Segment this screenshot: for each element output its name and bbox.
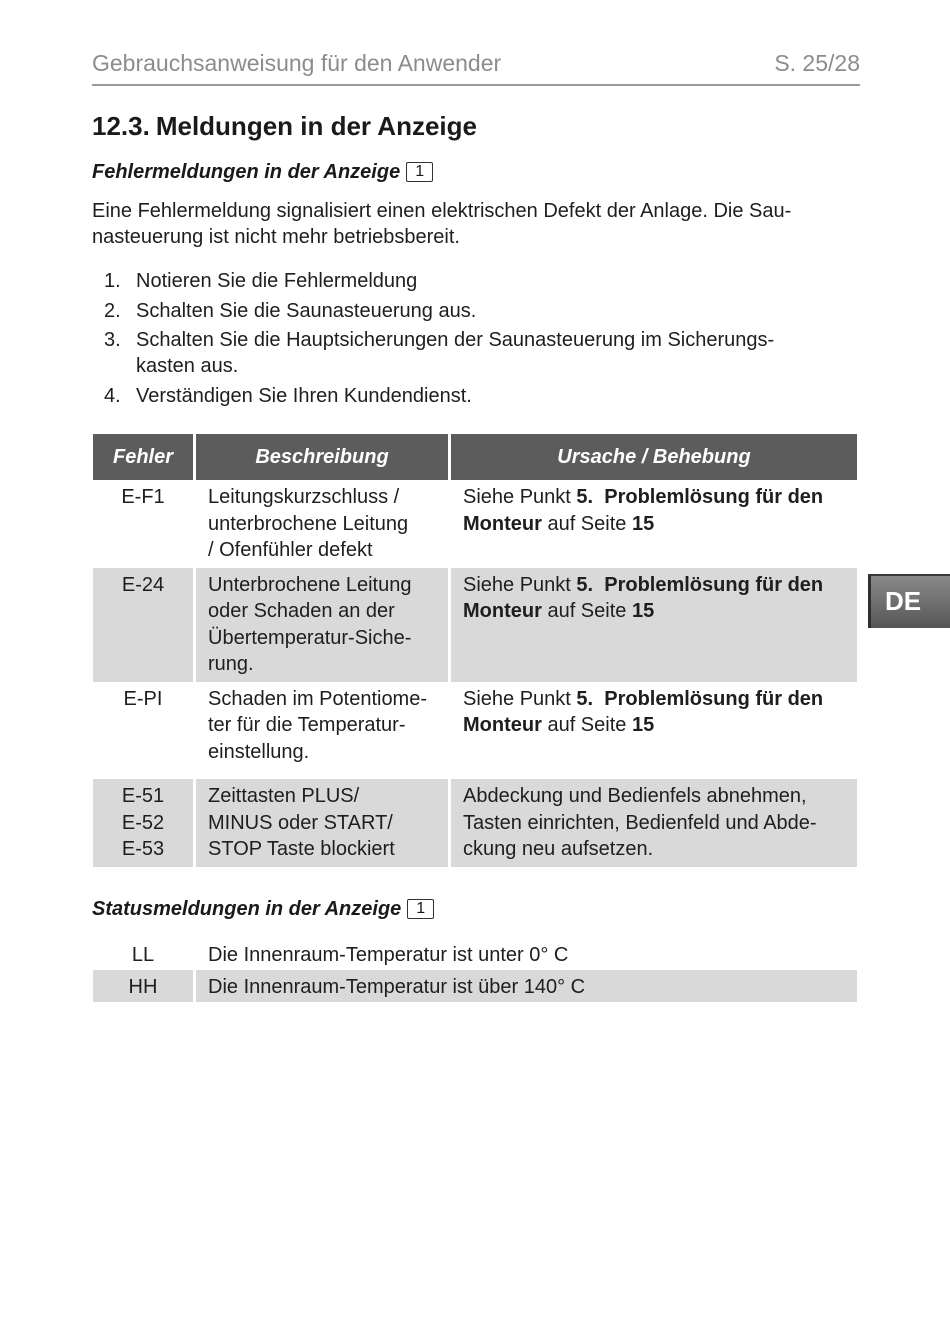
display-key-icon: 1 (407, 899, 434, 919)
description-line: rung. (208, 653, 254, 675)
error-code: E-51 (121, 785, 165, 807)
description-line: Übertemperatur-Siche- (208, 626, 412, 649)
description-line: STOP Taste blockiert (208, 838, 395, 860)
error-messages-subhead (92, 158, 433, 186)
status-text: Die Innenraum-Temperatur ist unter 0° C (208, 944, 569, 966)
instruction-steps (92, 268, 860, 412)
error-code: E-24 (121, 573, 165, 596)
step-item (92, 268, 860, 294)
fix-point: 5. (576, 486, 594, 508)
cause-cell (451, 779, 857, 867)
fix-point: 5. (576, 687, 594, 710)
fix-page: 15 (631, 600, 655, 622)
cause-cell (451, 682, 857, 770)
error-code: E-52 (121, 811, 165, 834)
status-table (93, 938, 857, 1002)
error-code-cell (93, 779, 196, 867)
column-header-error: Fehler (93, 434, 196, 480)
column-header-description: Beschreibung (196, 434, 451, 480)
intro-line: Eine Fehlermeldung signalisiert einen elektrischen Defekt der Anlage. Die Sau- (92, 200, 792, 222)
fix-line: Tasten einrichten, Bedienfeld und Abde- (463, 811, 817, 834)
fix-mid: auf Seite (541, 714, 632, 736)
description-line: einstellung. (208, 740, 310, 763)
step-item (92, 383, 860, 409)
table-header-row (93, 434, 857, 480)
description-cell (196, 568, 451, 682)
fix-prefix: Siehe Punkt (463, 687, 577, 710)
error-code: E-53 (121, 838, 165, 860)
fix-reference: Problemlösung für den (604, 687, 824, 710)
fix-reference: Problemlösung für den (604, 573, 824, 596)
status-code: HH (93, 970, 196, 1002)
fix-mid: auf Seite (541, 512, 632, 535)
table-row (93, 682, 857, 770)
description-line: Schaden im Potentiome- (208, 687, 428, 710)
fix-reference: Problemlösung für den (604, 486, 824, 508)
status-messages-subhead-text: Statusmeldungen in der Anzeige (92, 898, 402, 920)
step-text: Notieren Sie die Fehlermeldung (136, 270, 418, 292)
table-row (93, 480, 857, 568)
column-header-cause: Ursache / Behebung (451, 434, 857, 480)
cause-cell (451, 480, 857, 568)
step-item (92, 298, 860, 324)
step-number: 3. (104, 329, 121, 351)
step-text: kasten aus. (136, 355, 239, 377)
section-number: 12.3. (92, 111, 150, 141)
step-number: 4. (104, 384, 121, 407)
error-code-cell (93, 682, 196, 770)
description-line: ter für die Temperatur- (208, 714, 406, 736)
description-line: Zeittasten PLUS/ (208, 785, 360, 807)
step-text: Schalten Sie die Hauptsicherungen der Saunasteuerung im Sicherungs- (136, 329, 775, 351)
page-header (92, 48, 860, 86)
table-row (93, 568, 857, 682)
status-messages-subhead (92, 895, 434, 923)
language-tab-label: DE (885, 586, 922, 616)
fix-line: ckung neu aufsetzen. (463, 838, 654, 860)
fix-reference: Monteur (463, 512, 542, 535)
error-code-cell (93, 480, 196, 568)
fix-page: 15 (631, 714, 655, 736)
table-row (93, 970, 857, 1002)
language-tab (868, 574, 950, 628)
description-line: oder Schaden an der (208, 600, 395, 622)
step-item (92, 327, 860, 379)
document-title: Gebrauchsanweisung für den Anwender (92, 50, 502, 76)
step-number: 1. (104, 270, 121, 292)
intro-line: nasteuerung ist nicht mehr betriebsbereit. (92, 226, 460, 248)
description-line: unterbrochene Leitung (208, 512, 409, 535)
fix-line: Abdeckung und Bedienfels abnehmen, (463, 785, 807, 807)
error-code: E-PI (123, 687, 163, 710)
fix-reference: Monteur (463, 600, 542, 622)
step-text: Verständigen Sie Ihren Kundendienst. (136, 384, 472, 407)
display-key-icon: 1 (406, 162, 433, 182)
error-messages-subhead-text: Fehlermeldungen in der Anzeige (92, 161, 401, 183)
description-cell (196, 682, 451, 770)
fix-page: 15 (631, 512, 655, 535)
description-cell (196, 480, 451, 568)
fix-reference: Monteur (463, 714, 542, 736)
description-line: MINUS oder START/ (208, 811, 393, 834)
table-row (93, 779, 857, 867)
error-code: E-F1 (121, 486, 165, 508)
description-line: / Ofenfühler defekt (208, 539, 373, 561)
fix-prefix: Siehe Punkt (463, 486, 577, 508)
step-number: 2. (104, 299, 121, 322)
fix-prefix: Siehe Punkt (463, 573, 577, 596)
status-text: Die Innenraum-Temperatur ist über 140° C (196, 970, 857, 1002)
description-cell (196, 779, 451, 867)
table-spacer-row (93, 769, 857, 779)
fix-point: 5. (576, 573, 594, 596)
error-code-cell (93, 568, 196, 682)
page-number: S. 25/28 (774, 50, 860, 76)
status-code: LL (93, 938, 196, 970)
intro-paragraph (92, 198, 860, 250)
fix-mid: auf Seite (541, 600, 632, 622)
table-row (93, 938, 857, 970)
cause-cell (451, 568, 857, 682)
error-table (93, 434, 857, 867)
section-heading (92, 108, 477, 144)
description-line: Unterbrochene Leitung (208, 573, 412, 596)
step-text: Schalten Sie die Saunasteuerung aus. (136, 299, 477, 322)
section-title: Meldungen in der Anzeige (155, 111, 477, 141)
description-line: Leitungskurzschluss / (208, 486, 400, 508)
